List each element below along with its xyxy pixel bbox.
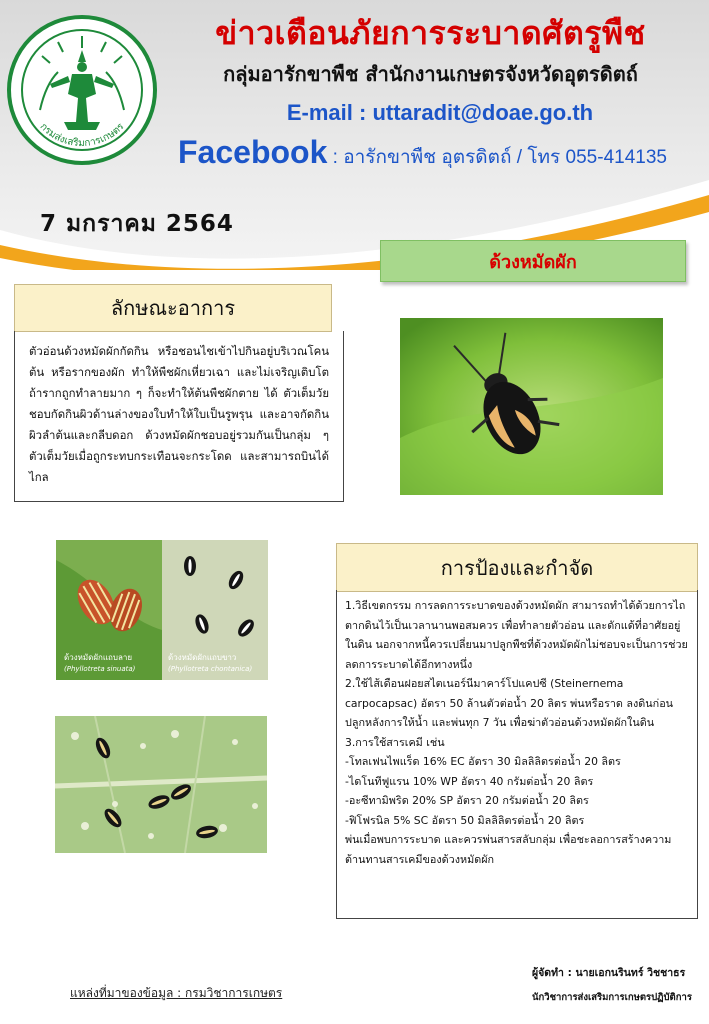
pest-name-tag: ด้วงหมัดผัก [380,240,686,282]
chemical-item-3: -อะซีทามิพริด 20% SP อัตรา 20 กรัมต่อน้ำ 20 ลิตร [345,794,589,807]
department-of-agricultural-extension-logo [6,14,158,166]
control-item-2: 2.ใช้ไส้เดือนฝอยสไตเนอร์นีมาคาร์โปแคปซี (Steinernema carpocapsac) อัตรา 50 ล้านตัวต่อน้ำ 20 ลิตร พ่นหรือราด ลงดินก่อนปลูกหลังการให้น้ำ และพ่นทุก 7 วัน เพื่อฆ่าตัวอ่อนด้วงหมัดผักในดิน [345,677,674,729]
email-contact[interactable]: E-mail : uttaradit@doae.go.th [286,100,594,125]
facebook-detail: : อารักขาพืช อุตรดิตถ์ / โทร 055-414135 [327,147,667,168]
species-left-latin: (Phyllotreta sinuata) [64,665,136,673]
page-title: ข่าวเตือนภัยการระบาดศัตรูพืช [215,14,646,52]
leaf-damage-photo [55,716,267,853]
symptoms-paragraph: ตัวอ่อนด้วงหมัดผักกัดกิน หรือชอนไชเข้าไปกินอยู่บริเวณโคนต้น หรือรากของผัก ทำให้พืชผักเหี่ยวเฉา และไม่เจริญเติบโต ถ้ารากถูกทำลายมาก ๆ ก็จะทำให้ต้นพืชผักตาย ได้ ตัวเต็มวัยชอบกัดกินผิวด้านล่างของใบทำให้ใบเป็นรูพรุน และอาจกัดกินผิวลำต้นและกลีบดอก ด้วงหมัดผักชอบอยู่รวมกันเป็นกลุ่ม ๆ ตัวเต็มวัยเมื่อถูกระทบกระเทือนจะกระโดด และสามารถบินได้ไกล [29,344,329,484]
chemical-item-1: -โทลเฟนไพแร็ด 16% EC อัตรา 30 มิลลิลิตรต่อน้ำ 20 ลิตร [345,755,621,768]
issue-date: 7 มกราคม 2564 [40,211,234,237]
control-note: พ่นเมื่อพบการระบาด และควรพ่นสารสลับกลุ่ม เพื่อชะลอการสร้างความต้านทานสารเคมีของด้วงหมัดผัก [345,833,672,866]
facebook-brand: Facebook [178,134,328,170]
author-name: ผู้จัดทำ : นายเอกนรินทร์ วิชชาธร [532,967,686,979]
control-item-1: 1.วิธีเขตกรรม การลดการระบาดของด้วงหมัดผัก สามารถทำได้ด้วยการไถตากดินไว้เป็นเวลานานพอสมควร เพื่อทำลายตัวอ่อน และดักแด้ที่อาศัยอยู่ในดิน นอกจากหนี้ควรเปลี่ยนมาปลูกพืชที่ด้วงหมัดผักไม่ชอบจะเป็นการช่วยลดการระบาดได้อีกทางหนึ่ง [345,599,688,671]
control-text [336,590,698,919]
species-right-caption: ด้วงหมัดผักแถบขาว [168,653,237,662]
chemical-item-2: -ไดโนทีฟูแรน 10% WP อัตรา 40 กรัมต่อน้ำ 20 ลิตร [345,774,594,788]
species-right-latin: (Phyllotreta chontanica) [168,665,253,673]
flea-beetle-photo [400,318,663,495]
logo-text: กรมส่งเสริมการเกษตร [37,121,127,150]
control-heading: การป้องและกำจัด [336,543,698,592]
flea-beetle-species-photo [56,540,268,680]
species-left-caption: ด้วงหมัดผักแถบลาย [64,653,133,662]
page-subtitle: กลุ่มอารักขาพืช สำนักงานเกษตรจังหวัดอุตรดิตถ์ [223,62,638,86]
data-source: แหล่งที่มาของข้อมูล : กรมวิชาการเกษตร [70,986,283,1000]
facebook-contact[interactable] [178,134,667,172]
chemical-item-4: -ฟิโฟรนิล 5% SC อัตรา 50 มิลลิลิตรต่อน้ำ 20 ลิตร [345,813,585,827]
author-role: นักวิชาการส่งเสริมการเกษตรปฏิบัติการ [532,992,692,1003]
symptoms-heading: ลักษณะอาการ [14,284,332,332]
control-item-3: 3.การใช้สารเคมี เช่น [345,735,445,749]
symptoms-text [14,331,344,502]
